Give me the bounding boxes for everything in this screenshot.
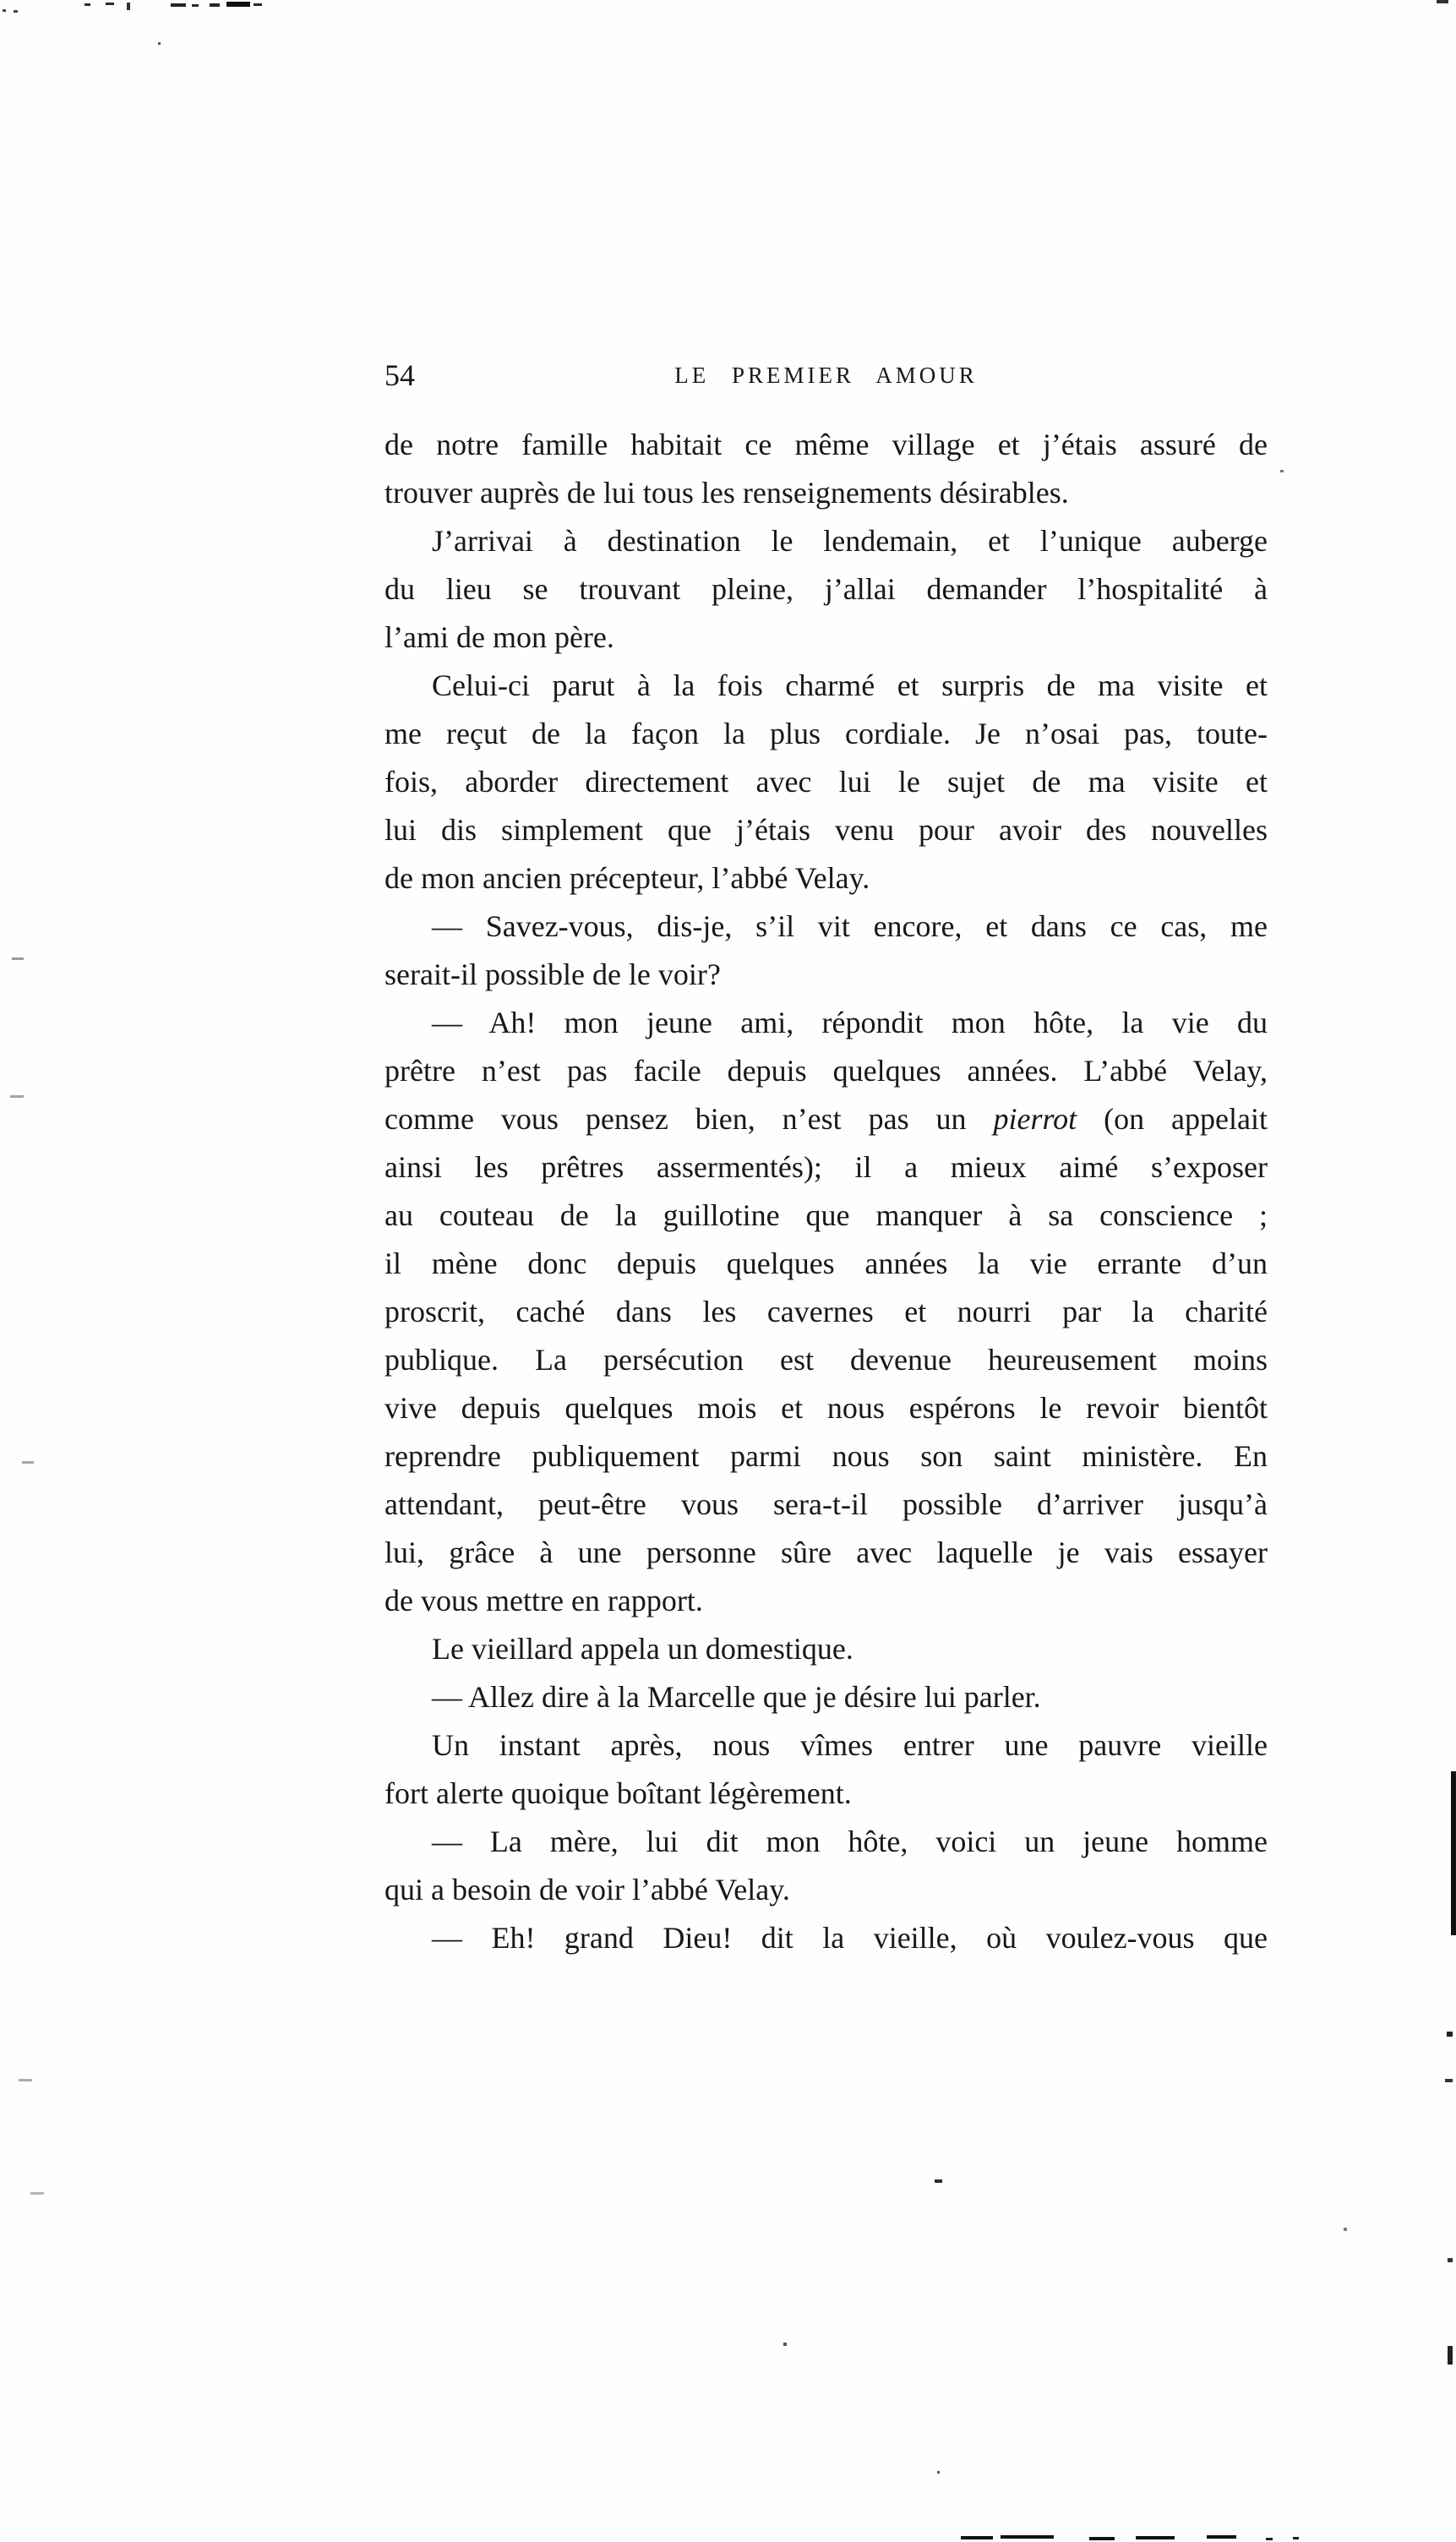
scan-artifact [226, 2, 250, 7]
text-segment: (on appelait [1077, 1102, 1268, 1136]
text-line: prêtre n’est pas facile depuis quelques années. L’abbé Velay, [384, 1054, 1268, 1088]
text-line [384, 1095, 1268, 1143]
text-line: vive depuis quelques mois et nous espérons le revoir bientôt [384, 1391, 1268, 1425]
text-line: lui, grâce à une personne sûre avec laquelle je vais essayer [384, 1536, 1268, 1569]
text-line: me reçut de la façon la plus cordiale. Je n’osai pas, toute- [384, 717, 1268, 750]
scan-artifact [1293, 2537, 1299, 2539]
text-line: proscrit, caché dans les cavernes et nourri par la charité [384, 1295, 1268, 1328]
scan-artifact [30, 2192, 44, 2195]
text-line: il mène donc depuis quelques années la vie errante d’un [384, 1246, 1268, 1280]
text-line: Le vieillard appela un domestique. [432, 1632, 853, 1666]
text-line: Celui-ci parut à la fois charmé et surpris de ma visite et [432, 668, 1268, 702]
text-line: — La mère, lui dit mon hôte, voici un jeune homme [432, 1825, 1268, 1858]
text-line: J’arrivai à destination le lendemain, et l’unique auberge [432, 524, 1268, 558]
scan-artifact [3, 9, 6, 12]
page-header [384, 358, 1268, 395]
text-line: Un instant après, nous vîmes entrer une pauvre vieille [432, 1728, 1268, 1762]
scan-artifact [961, 2536, 993, 2539]
scan-artifact [10, 1095, 24, 1098]
text-line: fois, aborder directement avec lui le sujet de ma visite et [384, 765, 1268, 799]
text-line: serait-il possible de le voir? [384, 957, 721, 991]
text-line: ainsi les prêtres assermentés); il a mieux aimé s’exposer [384, 1150, 1268, 1184]
scan-artifact [1445, 2079, 1453, 2082]
scan-artifact [19, 2079, 32, 2081]
scan-artifact [192, 4, 199, 7]
scan-artifact [22, 1461, 34, 1464]
text-line: qui a besoin de voir l’abbé Velay. [384, 1873, 790, 1906]
scan-artifact [937, 2471, 940, 2474]
scan-artifact [158, 42, 161, 45]
body-text [384, 421, 1268, 1962]
text-line: — Eh! grand Dieu! dit la vieille, où voulez-vous que [432, 1921, 1268, 1955]
text-line: — Ah! mon jeune ami, répondit mon hôte, la vie du [432, 1006, 1268, 1039]
text-line: de vous mettre en rapport. [384, 1584, 703, 1617]
text-line: reprendre publiquement parmi nous son saint ministère. En [384, 1439, 1268, 1473]
scan-artifact [171, 3, 186, 7]
text-line: du lieu se trouvant pleine, j’allai demander l’hospitalité à [384, 572, 1268, 606]
scan-artifact [1266, 2538, 1273, 2540]
scan-artifact [1447, 2032, 1453, 2037]
scan-artifact [1001, 2535, 1054, 2539]
text-line: attendant, peut-être vous sera-t-il possible d’arriver jusqu’à [384, 1487, 1268, 1521]
text-line: de notre famille habitait ce même village et j’étais assuré de [384, 428, 1268, 461]
scan-artifact [254, 3, 262, 6]
scan-artifact [1136, 2536, 1175, 2539]
scan-artifact [106, 3, 114, 5]
running-title: LE PREMIER AMOUR [674, 363, 978, 388]
scan-artifact [1207, 2535, 1236, 2539]
scan-artifact [1437, 0, 1448, 3]
scan-artifact [14, 10, 18, 13]
scan-artifact [935, 2179, 942, 2183]
text-line: trouver auprès de lui tous les renseignements désirables. [384, 476, 1069, 510]
scan-artifact [783, 2343, 787, 2346]
text-line: de mon ancien précepteur, l’abbé Velay. [384, 861, 870, 895]
scan-artifact [1451, 1771, 1456, 1935]
scan-artifact [1344, 2228, 1347, 2231]
page-number: 54 [384, 358, 415, 392]
text-line: au couteau de la guillotine que manquer à sa conscience ; [384, 1198, 1268, 1232]
scan-artifact [1089, 2537, 1115, 2540]
scan-artifact [85, 3, 90, 6]
scan-artifact [1280, 470, 1284, 472]
text-line: fort alerte quoique boîtant légèrement. [384, 1776, 852, 1810]
text-segment: comme vous pensez bien, n’est pas un [384, 1102, 994, 1136]
text-line: publique. La persécution est devenue heureusement moins [384, 1343, 1268, 1377]
scan-artifact [210, 3, 220, 7]
text-line: l’ami de mon père. [384, 620, 614, 654]
scan-artifact [1448, 2346, 1453, 2365]
scan-artifact [12, 957, 24, 960]
text-line: lui dis simplement que j’étais venu pour avoir des nouvelles [384, 813, 1268, 847]
scan-artifact [1448, 2258, 1453, 2262]
text-line: — Savez-vous, dis-je, s’il vit encore, et dans ce cas, me [432, 909, 1268, 943]
italic-word: pierrot [993, 1102, 1077, 1136]
scan-artifact [127, 3, 130, 10]
text-line: — Allez dire à la Marcelle que je désire lui parler. [432, 1680, 1041, 1714]
